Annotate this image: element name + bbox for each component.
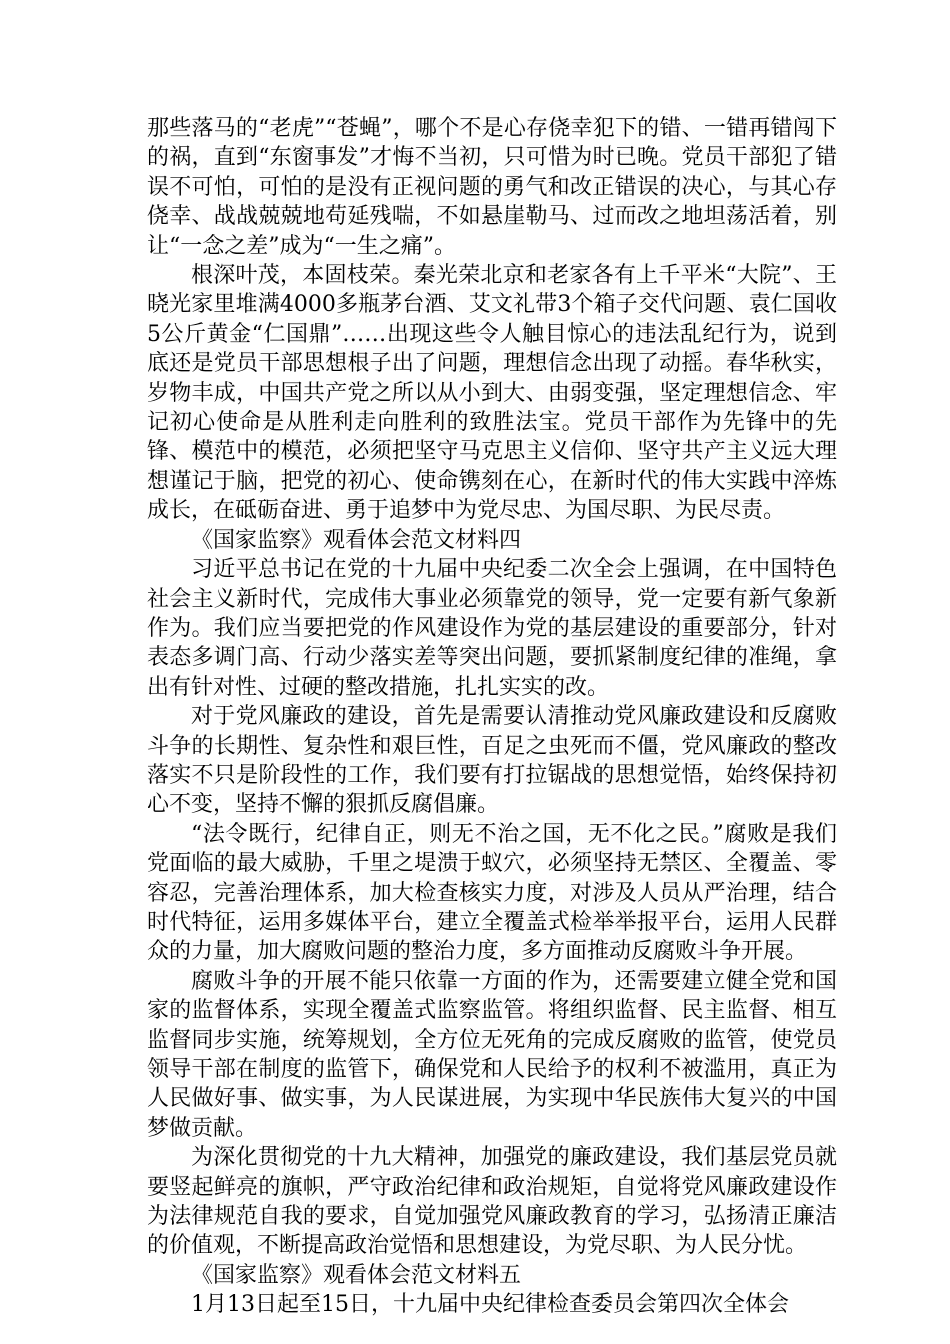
paragraph: 根深叶茂，本固枝荣。秦光荣北京和老家各有上千平米“大院”、王晓光家里堆满4000多瓶茅台酒、艾文礼带3个箱子交代问题、袁仁国收5公斤黄金“仁国鼎”……出现这些令人触目惊心的违法乱纪行为，说到底还是党员干部思想根子出了问题，理想信念出现了动摇。春华秋实，岁物丰成，中国共产党之所以从小到大、由弱变强，坚定理想信念、牢记初心使命是从胜利走向胜利的致胜法宝。党员干部作为先锋中的先锋、模范中的模范，必须把坚守马克思主义信仰、坚守共产主义远大理想谨记于脑，把党的初心、使命镌刻在心，在新时代的伟大实践中淬炼成长，在砥砺奋进、勇于追梦中为党尽忠、为国尽职、为民尽责。	[147, 263, 837, 524]
paragraph: 习近平总书记在党的十九届中央纪委二次全会上强调，在中国特色社会主义新时代，完成伟大事业必须靠党的领导，党一定要有新气象新作为。我们应当要把党的作风建设作为党的基层建设的重要部分，针对表态多调门高、行动少落实差等突出问题，要抓紧制度纪律的准绳，拿出有针对性、过硬的整改措施，扎扎实实的改。	[147, 557, 837, 700]
paragraph: 1月13日起至15日，十九届中央纪律检查委员会第四次全体会	[191, 1292, 789, 1318]
paragraph: “法令既行，纪律自正，则无不治之国，无不化之民。”腐败是我们党面临的最大威胁，千里之堤溃于蚁穴，必须坚持无禁区、全覆盖、零容忍，完善治理体系，加大检查核实力度，对涉及人员从严治理，结合时代特征，运用多媒体平台，建立全覆盖式检举举报平台，运用人民群众的力量，加大腐败问题的整治力度，多方面推动反腐败斗争开展。	[147, 821, 837, 965]
section-heading: 《国家监察》观看体会范文材料五	[191, 1262, 522, 1288]
paragraph-continuation: 那些落马的“老虎”“苍蝇”，哪个不是心存侥幸犯下的错、一错再错闯下的祸，直到“东窗事发”才悔不当初，只可惜为时已晚。党员干部犯了错误不可怕，可怕的是没有正视问题的勇气和改正错误的决心，与其心存侥幸、战战兢兢地苟延残喘，不如悬崖勒马、过而改之地坦荡活着，别让“一念之差”成为“一生之痛”。	[147, 116, 837, 259]
paragraph: 为深化贯彻党的十九大精神，加强党的廉政建设，我们基层党员就要竖起鲜亮的旗帜，严守政治纪律和政治规矩，自觉将党风廉政建设作为法律规范自我的要求，自觉加强党风廉政教育的学习，弘扬清正廉洁的价值观，不断提高政治觉悟和思想建设，为党尽职、为人民分忧。	[147, 1145, 837, 1259]
document-body	[147, 114, 837, 1320]
paragraph: 对于党风廉政的建设，首先是需要认清推动党风廉政建设和反腐败斗争的长期性、复杂性和艰巨性，百足之虫死而不僵，党风廉政的整改落实不只是阶段性的工作，我们要有打拉锯战的思想觉悟，始终保持初心不变，坚持不懈的狠抓反腐倡廉。	[147, 704, 837, 818]
section-heading: 《国家监察》观看体会范文材料四	[191, 527, 522, 553]
paragraph: 腐败斗争的开展不能只依靠一方面的作为，还需要建立健全党和国家的监督体系，实现全覆盖式监察监管。将组织监督、民主监督、相互监督同步实施，统筹规划，全方位无死角的完成反腐败的监管，使党员领导干部在制度的监管下，确保党和人民给予的权利不被滥用，真正为人民做好事、做实事，为人民谋进展，为实现中华民族伟大复兴的中国梦做贡献。	[147, 968, 837, 1141]
